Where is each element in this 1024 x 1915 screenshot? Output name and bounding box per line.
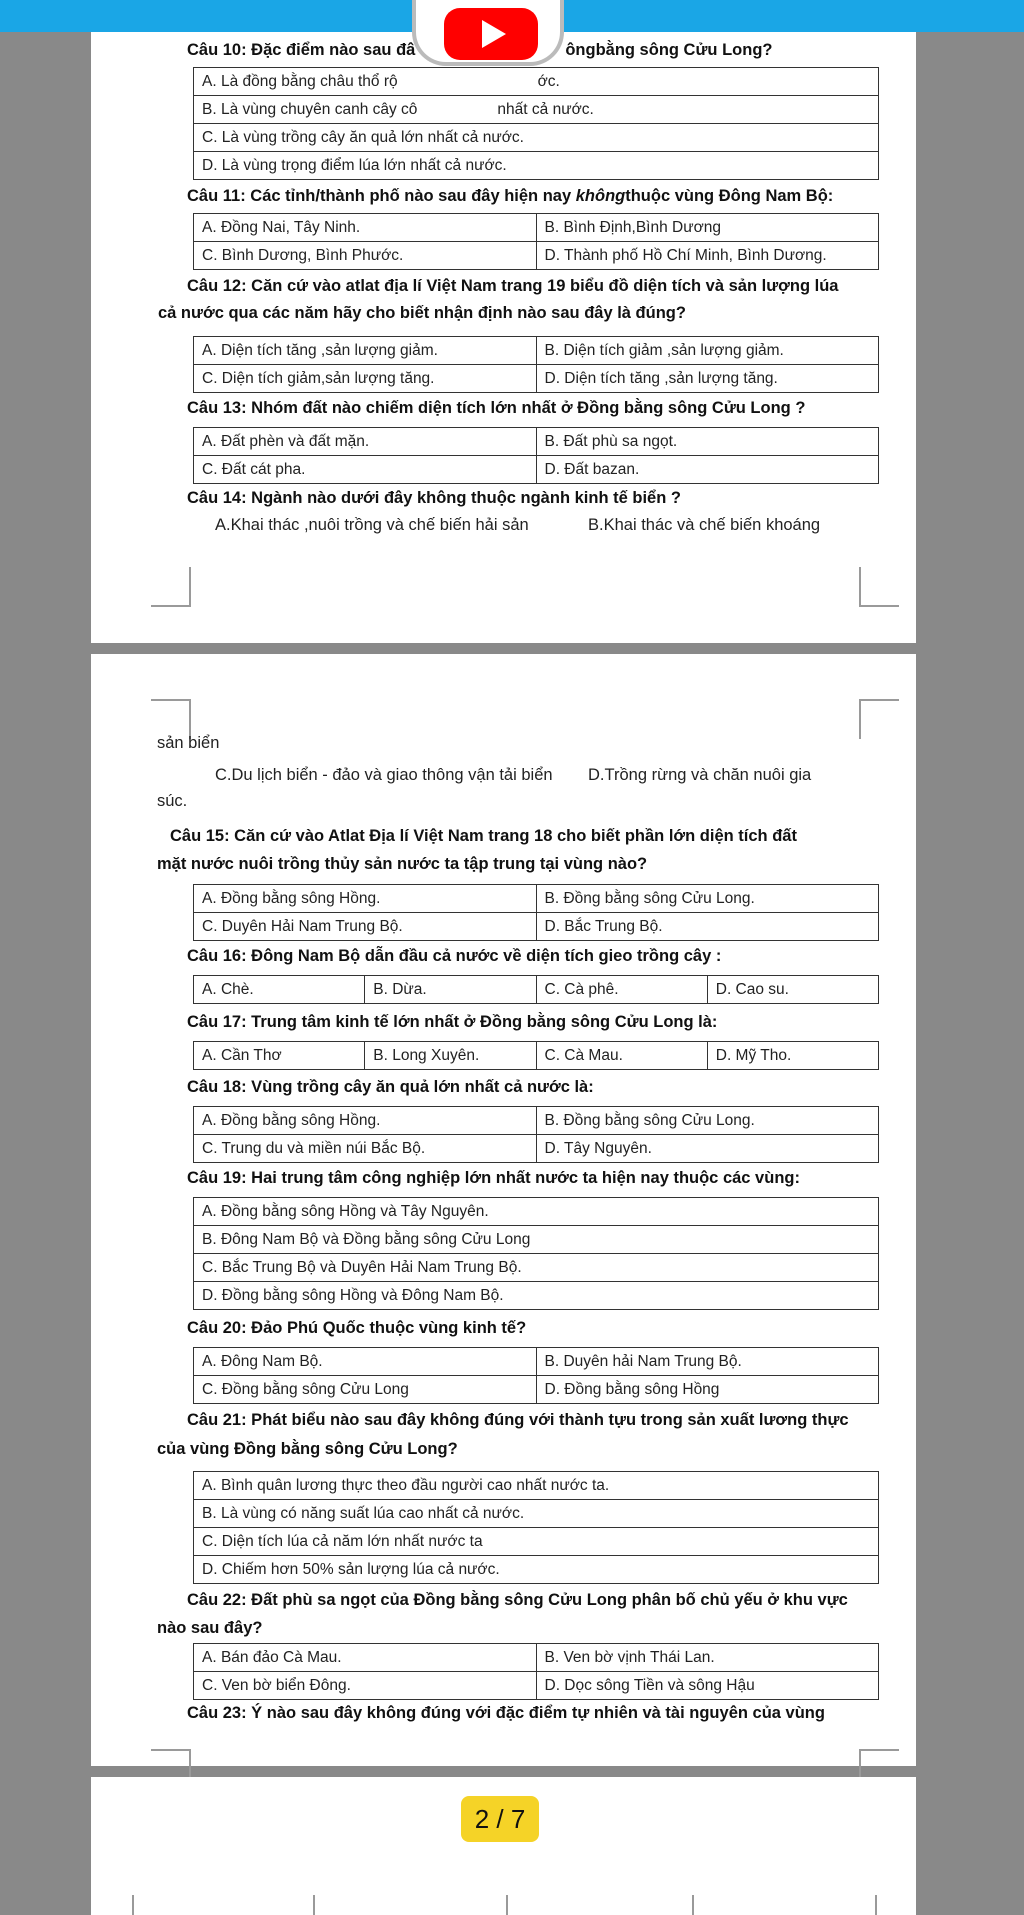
question-20-options <box>193 1347 879 1404</box>
question-18-options <box>193 1106 879 1163</box>
option-c[interactable]: C. Bình Dương, Bình Phước. <box>194 242 537 270</box>
document-page-1 <box>91 32 916 643</box>
question-11-stem: Câu 11: Các tỉnh/thành phố nào sau đây hiện nay khôngthuộc vùng Đông Nam Bộ: <box>187 187 834 205</box>
option-b[interactable]: B. Đồng bằng sông Cửu Long. <box>536 885 879 913</box>
option-d[interactable]: D. Đồng bằng sông Hồng và Đông Nam Bộ. <box>194 1282 879 1310</box>
crop-mark <box>859 567 899 607</box>
option-d[interactable]: D. Tây Nguyên. <box>536 1135 879 1163</box>
question-10-options <box>193 67 879 180</box>
option-b[interactable]: B. Đồng bằng sông Cửu Long. <box>536 1107 879 1135</box>
option-a[interactable]: A. Chè. <box>194 976 365 1004</box>
option-d[interactable]: D. Thành phố Hồ Chí Minh, Bình Dương. <box>536 242 879 270</box>
question-20-stem: Câu 20: Đảo Phú Quốc thuộc vùng kinh tế? <box>187 1319 527 1337</box>
option-d[interactable]: D. Chiếm hơn 50% sản lượng lúa cả nước. <box>194 1556 879 1584</box>
question-12-stem-line2: cả nước qua các năm hãy cho biết nhận định nào sau đây là đúng? <box>158 304 686 322</box>
question-18-stem: Câu 18: Vùng trồng cây ăn quả lớn nhất cả nước là: <box>187 1078 594 1096</box>
youtube-overlay-button[interactable] <box>412 0 564 66</box>
page-indicator: 2 / 7 <box>461 1796 539 1842</box>
option-c[interactable]: C. Diện tích giảm,sản lượng tăng. <box>194 365 537 393</box>
option-a[interactable]: A. Bán đảo Cà Mau. <box>194 1644 537 1672</box>
question-16-stem: Câu 16: Đông Nam Bộ dẫn đầu cả nước về diện tích gieo trồng cây : <box>187 947 722 965</box>
question-23-stem: Câu 23: Ý nào sau đây không đúng với đặc điểm tự nhiên và tài nguyên của vùng <box>187 1704 825 1722</box>
question-12-options <box>193 336 879 393</box>
document-page-2 <box>91 654 916 1766</box>
question-14-option-b-continued: sản biển <box>157 734 220 752</box>
play-icon <box>482 20 506 48</box>
question-14-option-d-continued: súc. <box>157 792 188 810</box>
question-19-stem: Câu 19: Hai trung tâm công nghiệp lớn nhất nước ta hiện nay thuộc các vùng: <box>187 1169 800 1187</box>
question-13-options <box>193 427 879 484</box>
question-14-option-c[interactable]: C.Du lịch biển - đảo và giao thông vận tải biển <box>215 766 553 784</box>
option-b[interactable]: B. Long Xuyên. <box>365 1042 536 1070</box>
option-a[interactable]: A. Đồng bằng sông Hồng và Tây Nguyên. <box>194 1198 879 1226</box>
option-d[interactable]: D. Đất bazan. <box>536 456 879 484</box>
question-22-stem-line1: Câu 22: Đất phù sa ngọt của Đồng bằng sông Cửu Long phân bố chủ yếu ở khu vực <box>187 1591 848 1609</box>
divider <box>875 1895 877 1915</box>
option-c[interactable]: C. Cà Mau. <box>536 1042 707 1070</box>
question-15-stem-line2: mặt nước nuôi trồng thủy sản nước ta tập trung tại vùng nào? <box>157 855 648 873</box>
question-11-options <box>193 213 879 270</box>
divider <box>692 1895 694 1915</box>
option-a[interactable]: A. Đồng bằng sông Hồng. <box>194 885 537 913</box>
question-14-option-a[interactable]: A.Khai thác ,nuôi trồng và chế biến hải sản <box>215 516 529 534</box>
option-b[interactable]: B. Bình Định,Bình Dương <box>536 214 879 242</box>
question-16-options <box>193 975 879 1004</box>
question-14-option-b[interactable]: B.Khai thác và chế biến khoáng <box>588 516 821 534</box>
option-b[interactable]: B. Đông Nam Bộ và Đồng bằng sông Cửu Long <box>194 1226 879 1254</box>
option-a[interactable]: A. Diện tích tăng ,sản lượng giảm. <box>194 337 537 365</box>
question-14-option-d[interactable]: D.Trồng rừng và chăn nuôi gia <box>588 766 812 784</box>
option-a[interactable]: A. Là đồng bằng châu thổ rộ ớc. <box>194 68 879 96</box>
question-22-options <box>193 1643 879 1700</box>
option-c[interactable]: C. Đồng bằng sông Cửu Long <box>194 1376 537 1404</box>
option-b[interactable]: B. Là vùng chuyên canh cây cô nhất cả nước. <box>194 96 879 124</box>
crop-mark <box>151 567 191 607</box>
question-10-stem: Câu 10: Đặc điểm nào sau đâ ôngbằng sông Cửu Long? <box>187 41 773 59</box>
question-14-stem: Câu 14: Ngành nào dưới đây không thuộc ngành kinh tế biển ? <box>187 489 681 507</box>
option-b[interactable]: B. Đất phù sa ngọt. <box>536 428 879 456</box>
option-a[interactable]: A. Bình quân lương thực theo đầu người cao nhất nước ta. <box>194 1472 879 1500</box>
option-b[interactable]: B. Là vùng có năng suất lúa cao nhất cả nước. <box>194 1500 879 1528</box>
question-15-options <box>193 884 879 941</box>
option-b[interactable]: B. Diện tích giảm ,sản lượng giảm. <box>536 337 879 365</box>
question-12-stem-line1: Câu 12: Căn cứ vào atlat địa lí Việt Nam trang 19 biểu đồ diện tích và sản lượng lúa <box>187 277 839 295</box>
question-19-options <box>193 1197 879 1310</box>
option-d[interactable]: D. Bắc Trung Bộ. <box>536 913 879 941</box>
option-c[interactable]: C. Là vùng trồng cây ăn quả lớn nhất cả nước. <box>194 124 879 152</box>
option-c[interactable]: C. Trung du và miền núi Bắc Bộ. <box>194 1135 537 1163</box>
option-d[interactable]: D. Diện tích tăng ,sản lượng tăng. <box>536 365 879 393</box>
option-c[interactable]: C. Duyên Hải Nam Trung Bộ. <box>194 913 537 941</box>
option-c[interactable]: C. Cà phê. <box>536 976 707 1004</box>
option-c[interactable]: C. Diện tích lúa cả năm lớn nhất nước ta <box>194 1528 879 1556</box>
option-a[interactable]: A. Cần Thơ <box>194 1042 365 1070</box>
question-21-options <box>193 1471 879 1584</box>
option-b[interactable]: B. Ven bờ vịnh Thái Lan. <box>536 1644 879 1672</box>
divider <box>506 1895 508 1915</box>
option-c[interactable]: C. Bắc Trung Bộ và Duyên Hải Nam Trung Bộ. <box>194 1254 879 1282</box>
option-d[interactable]: D. Mỹ Tho. <box>707 1042 878 1070</box>
option-a[interactable]: A. Đồng Nai, Tây Ninh. <box>194 214 537 242</box>
youtube-icon <box>444 8 538 60</box>
option-c[interactable]: C. Đất cát pha. <box>194 456 537 484</box>
divider <box>313 1895 315 1915</box>
crop-mark <box>859 699 899 739</box>
question-21-stem-line2: của vùng Đồng bằng sông Cửu Long? <box>157 1440 458 1458</box>
option-a[interactable]: A. Đồng bằng sông Hồng. <box>194 1107 537 1135</box>
option-d[interactable]: D. Dọc sông Tiền và sông Hậu <box>536 1672 879 1700</box>
option-a[interactable]: A. Đông Nam Bộ. <box>194 1348 537 1376</box>
option-d[interactable]: D. Đồng bằng sông Hồng <box>536 1376 879 1404</box>
question-21-stem-line1: Câu 21: Phát biểu nào sau đây không đúng với thành tựu trong sản xuất lương thực <box>187 1411 849 1429</box>
question-13-stem: Câu 13: Nhóm đất nào chiếm diện tích lớn nhất ở Đồng bằng sông Cửu Long ? <box>187 399 806 417</box>
option-b[interactable]: B. Duyên hải Nam Trung Bộ. <box>536 1348 879 1376</box>
option-c[interactable]: C. Ven bờ biển Đông. <box>194 1672 537 1700</box>
question-17-options <box>193 1041 879 1070</box>
option-d[interactable]: D. Cao su. <box>707 976 878 1004</box>
option-d[interactable]: D. Là vùng trọng điểm lúa lớn nhất cả nước. <box>194 152 879 180</box>
question-22-stem-line2: nào sau đây? <box>157 1619 263 1637</box>
option-a[interactable]: A. Đất phèn và đất mặn. <box>194 428 537 456</box>
option-b[interactable]: B. Dừa. <box>365 976 536 1004</box>
divider <box>132 1895 134 1915</box>
question-15-stem-line1: Câu 15: Căn cứ vào Atlat Địa lí Việt Nam trang 18 cho biết phần lớn diện tích đất <box>170 827 797 845</box>
question-17-stem: Câu 17: Trung tâm kinh tế lớn nhất ở Đồng bằng sông Cửu Long là: <box>187 1013 718 1031</box>
